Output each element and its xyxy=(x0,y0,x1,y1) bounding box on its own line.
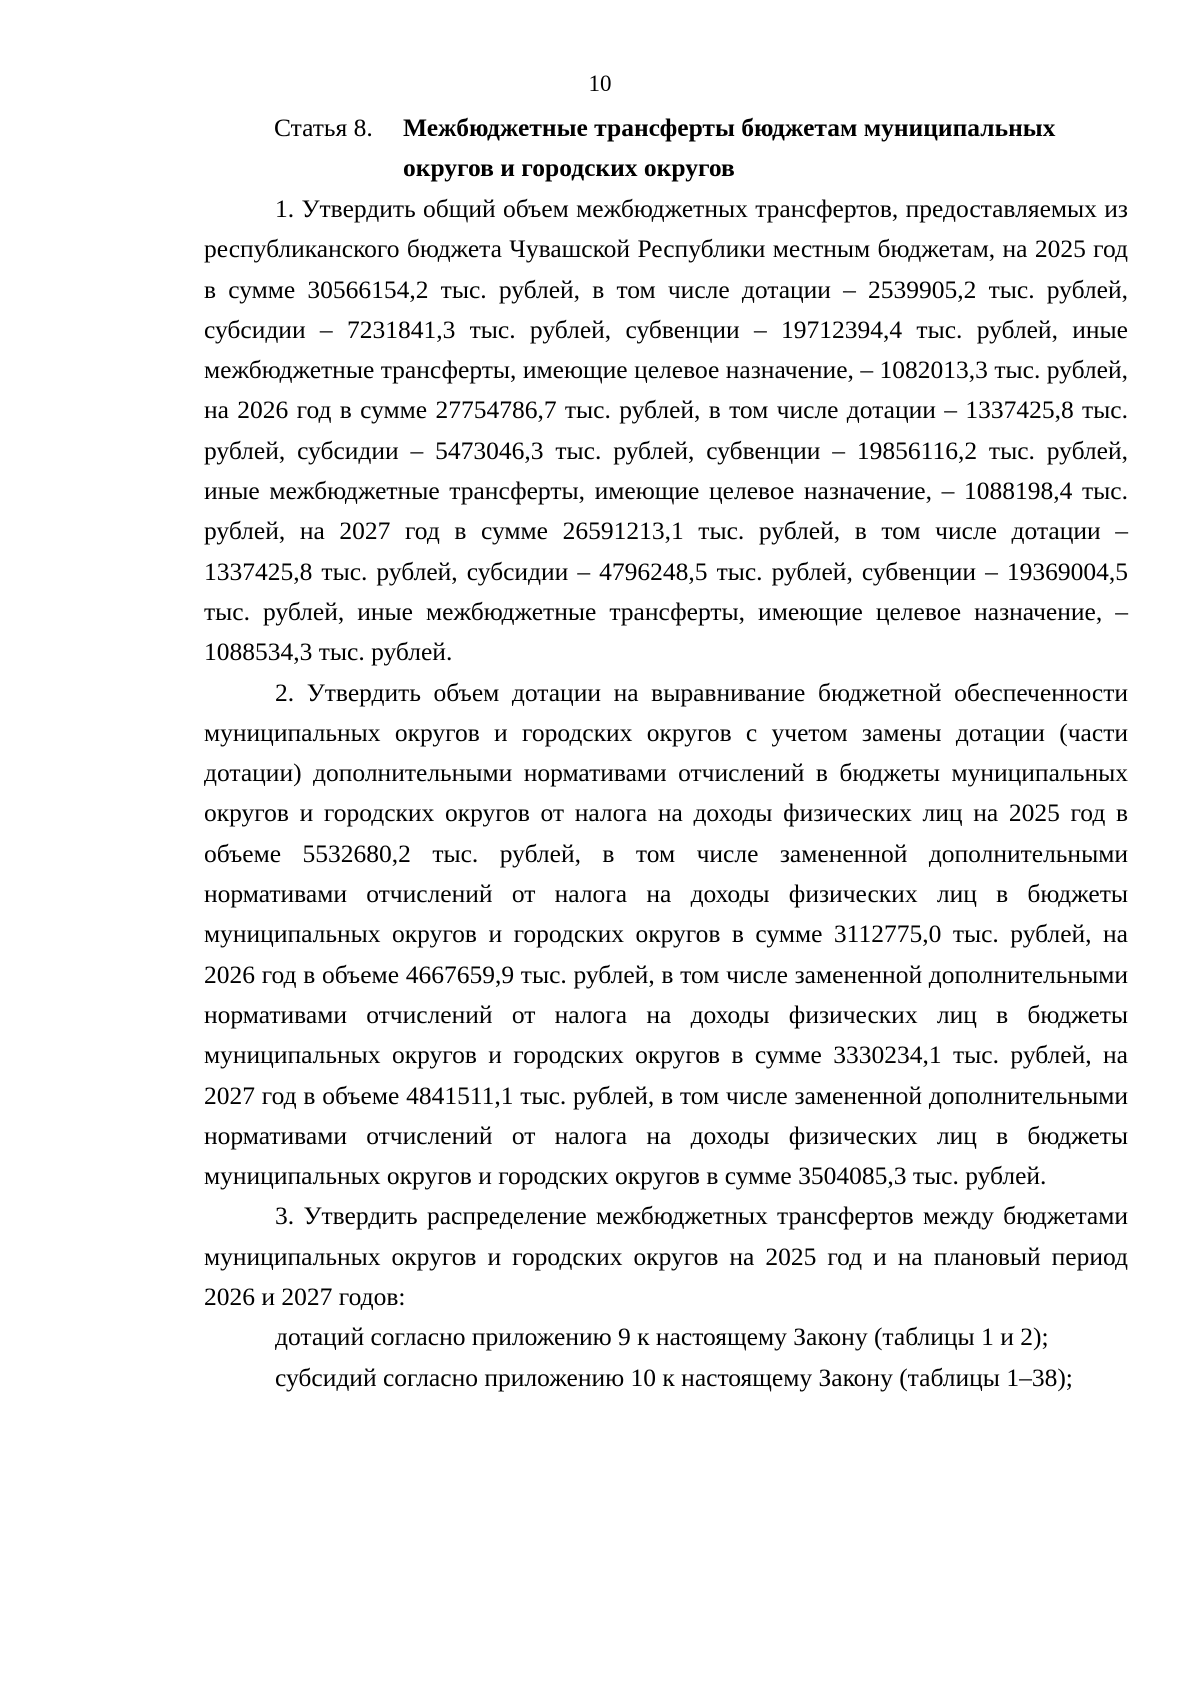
list-item-subsidies-dotations: дотаций согласно приложению 9 к настоящему Закону (таблицы 1 и 2); xyxy=(275,1322,1049,1352)
paragraph-1: 1. Утвердить общий объем межбюджетных трансфертов, предоставляемых из республиканского бюджета Чувашской Республики местным бюджетам, на 2025 год в сумме 30566154,2 тыс. рублей, в том числе дотации – 2539905,2 тыс. рублей, субсидии – 7231841,3 тыс. рублей, субвенции – 19712394,4 тыс. рублей, иные межбюджетные трансферты, имеющие целевое назначение, – 1082013,3 тыс. рублей, на 2026 год в сумме 27754786,7 тыс. рублей, в том числе дотации – 1337425,8 тыс. рублей, субсидии – 5473046,3 тыс. рублей, субвенции – 19856116,2 тыс. рублей, иные межбюджетные трансферты, имеющие целевое назначение, – 1088198,4 тыс. рублей, на 2027 год в сумме 26591213,1 тыс. рублей, в том числе дотации – 1337425,8 тыс. рублей, субсидии – 4796248,5 тыс. рублей, субвенции – 19369004,5 тыс. рублей, иные межбюджетные трансферты, имеющие целевое назначение, – 1088534,3 тыс. рублей. xyxy=(204,194,1128,667)
document-body xyxy=(204,189,1128,1398)
page-number: 10 xyxy=(588,71,612,96)
article-title: Межбюджетные трансферты бюджетам муниципальных округов и городских округов xyxy=(403,113,1056,182)
list-item-subsidies: субсидий согласно приложению 10 к настоящему Закону (таблицы 1–38); xyxy=(275,1362,1073,1392)
paragraph-3: 3. Утвердить распределение межбюджетных трансфертов между бюджетами муниципальных округов и городских округов на 2025 год и на плановый период 2026 и 2027 годов: xyxy=(204,1201,1128,1312)
article-label: Статья 8. xyxy=(274,113,373,142)
paragraph-2: 2. Утвердить объем дотации на выравнивание бюджетной обеспеченности муниципальных округов и городских округов с учетом замены дотации (части дотации) дополнительными нормативами отчислений в бюджеты муниципальных округов и городских округов от налога на доходы физических лиц на 2025 год в объеме 5532680,2 тыс. рублей, в том числе замененной дополнительными нормативами отчислений от налога на доходы физических лиц в бюджеты муниципальных округов и городских округов в сумме 3112775,0 тыс. рублей, на 2026 год в объеме 4667659,9 тыс. рублей, в том числе замененной дополнительными нормативами отчислений от налога на доходы физических лиц в бюджеты муниципальных округов и городских округов в сумме 3330234,1 тыс. рублей, на 2027 год в объеме 4841511,1 тыс. рублей, в том числе замененной дополнительными нормативами отчислений от налога на доходы физических лиц в бюджеты муниципальных округов и городских округов в сумме 3504085,3 тыс. рублей. xyxy=(204,677,1128,1191)
